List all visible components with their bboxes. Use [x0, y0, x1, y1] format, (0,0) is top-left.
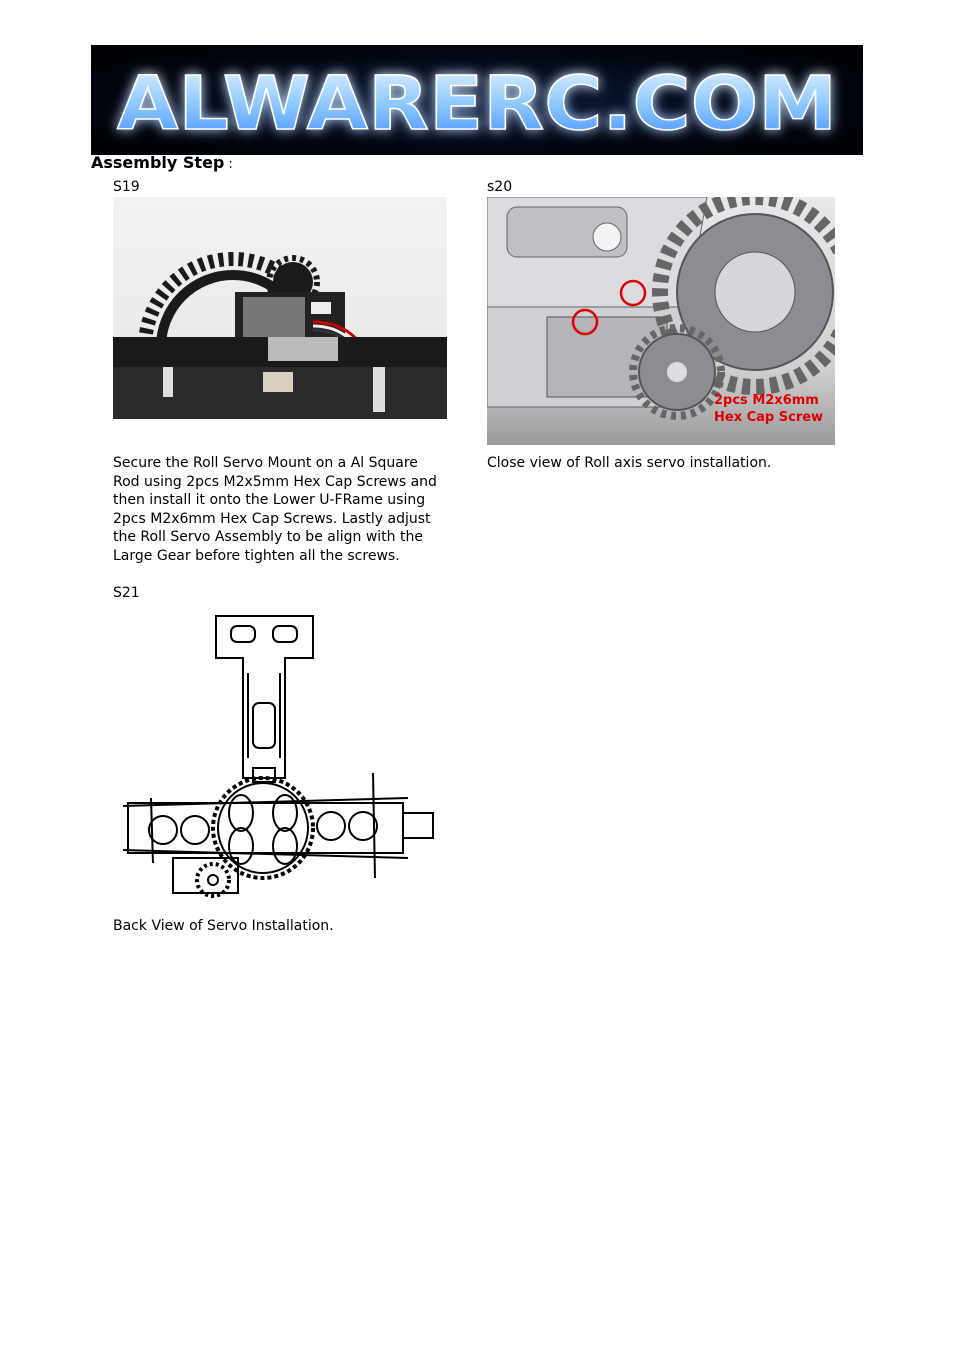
section-title-text: Assembly Step — [91, 153, 225, 172]
step-s21-drawing — [113, 608, 443, 908]
step-s20-render — [487, 197, 835, 445]
step-label-s21: S21 — [113, 585, 140, 601]
step-label-s20: s20 — [487, 179, 513, 195]
logo-text: ALWARERC.COM — [117, 61, 837, 147]
s20-annotation-line1: 2pcs M2x6mm — [714, 393, 819, 408]
step-s20-caption: Close view of Roll axis servo installation. — [487, 455, 772, 471]
step-s19-photo — [113, 197, 447, 419]
step-s19-caption: Secure the Roll Servo Mount on a Al Square Rod using 2pcs M2x5mm Hex Cap Screws and then install it onto the Lower U-FRame using 2pcs M2x6mm Hex Cap Screws. Lastly adjust the Roll Servo Assembly to be align with the Large Gear before tighten all the screws. — [113, 455, 437, 564]
s20-annotation-line2: Hex Cap Screw — [714, 410, 824, 425]
section-title-colon: : — [228, 157, 233, 172]
step-s21-caption: Back View of Servo Installation. — [113, 918, 334, 934]
site-logo-banner — [91, 45, 863, 155]
section-title — [91, 153, 233, 172]
step-label-s19: S19 — [113, 179, 140, 195]
